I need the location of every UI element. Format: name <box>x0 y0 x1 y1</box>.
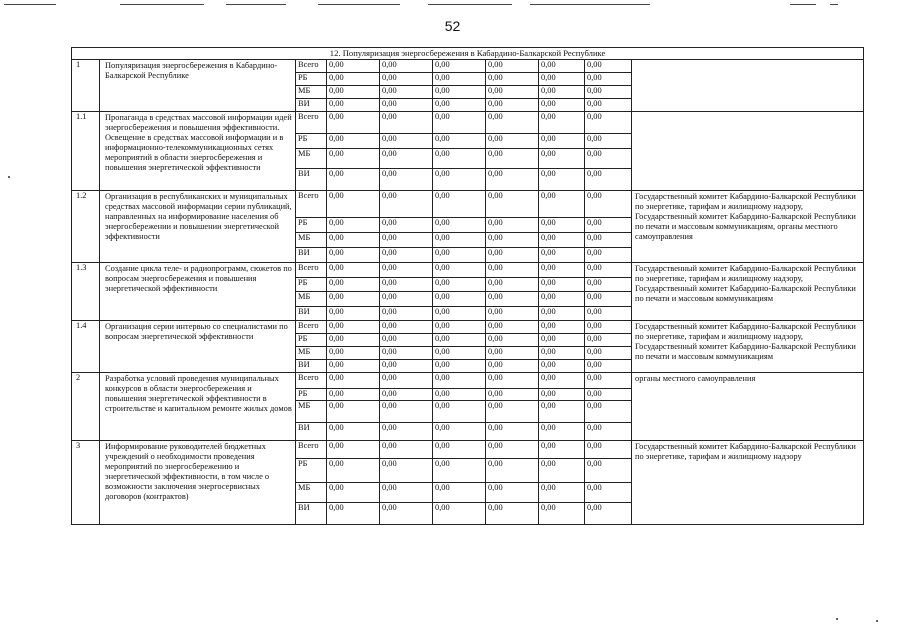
funding-value: 0,00 <box>539 248 585 263</box>
funding-value: 0,00 <box>433 459 486 483</box>
funding-source: МБ <box>296 149 327 169</box>
funding-value: 0,00 <box>585 99 632 112</box>
funding-source: Всего <box>296 191 327 218</box>
funding-value: 0,00 <box>585 60 632 73</box>
item-description: Организация серии интервью со специалистами по вопросам энергетической эффективности <box>100 321 296 373</box>
funding-source: РБ <box>296 218 327 233</box>
table-row <box>72 321 864 334</box>
funding-value: 0,00 <box>433 169 486 191</box>
section-title: 12. Популяризация энергосбережения в Кабардино-Балкарской Республике <box>72 48 864 60</box>
funding-value: 0,00 <box>539 360 585 373</box>
funding-source: РБ <box>296 389 327 401</box>
funding-value: 0,00 <box>486 307 539 321</box>
funding-value: 0,00 <box>539 73 585 86</box>
funding-value: 0,00 <box>539 112 585 134</box>
funding-value: 0,00 <box>380 248 433 263</box>
table-row <box>72 60 864 73</box>
funding-value: 0,00 <box>433 248 486 263</box>
funding-value: 0,00 <box>433 503 486 525</box>
scan-artifact-line <box>428 4 512 5</box>
funding-source: РБ <box>296 278 327 292</box>
funding-value: 0,00 <box>585 248 632 263</box>
funding-source: Всего <box>296 373 327 389</box>
funding-value: 0,00 <box>327 483 380 503</box>
funding-value: 0,00 <box>380 483 433 503</box>
funding-value: 0,00 <box>486 389 539 401</box>
funding-value: 0,00 <box>585 321 632 334</box>
funding-value: 0,00 <box>585 307 632 321</box>
funding-source: ВИ <box>296 99 327 112</box>
funding-value: 0,00 <box>486 483 539 503</box>
funding-value: 0,00 <box>585 86 632 99</box>
funding-value: 0,00 <box>585 73 632 86</box>
funding-value: 0,00 <box>486 459 539 483</box>
funding-value: 0,00 <box>380 86 433 99</box>
funding-value: 0,00 <box>380 401 433 423</box>
funding-value: 0,00 <box>327 60 380 73</box>
program-table <box>71 47 864 525</box>
funding-value: 0,00 <box>486 263 539 278</box>
funding-value: 0,00 <box>327 459 380 483</box>
scan-artifact-line <box>830 4 838 5</box>
funding-value: 0,00 <box>327 191 380 218</box>
funding-source: ВИ <box>296 248 327 263</box>
funding-value: 0,00 <box>585 233 632 248</box>
funding-value: 0,00 <box>433 334 486 347</box>
funding-value: 0,00 <box>539 169 585 191</box>
funding-value: 0,00 <box>585 112 632 134</box>
page-number: 52 <box>444 18 461 34</box>
funding-value: 0,00 <box>380 459 433 483</box>
funding-value: 0,00 <box>585 347 632 360</box>
funding-value: 0,00 <box>539 401 585 423</box>
funding-source: МБ <box>296 401 327 423</box>
funding-source: РБ <box>296 73 327 86</box>
funding-value: 0,00 <box>486 112 539 134</box>
responsible-executors <box>632 60 864 112</box>
funding-value: 0,00 <box>539 441 585 459</box>
funding-value: 0,00 <box>327 373 380 389</box>
funding-value: 0,00 <box>486 60 539 73</box>
funding-source: РБ <box>296 134 327 149</box>
funding-value: 0,00 <box>486 423 539 441</box>
funding-value: 0,00 <box>380 278 433 292</box>
funding-value: 0,00 <box>433 233 486 248</box>
funding-value: 0,00 <box>486 347 539 360</box>
funding-source: МБ <box>296 233 327 248</box>
item-description: Информирование руководителей бюджетных учреждений о необходимости проведения мероприятий по энергосбережению и энергетической эффективности, в том числе о возможности заключения энергосервисных договоров (контрактов) <box>100 441 296 525</box>
funding-value: 0,00 <box>539 278 585 292</box>
item-description: Популяризация энергосбережения в Кабардино-Балкарской Республике <box>100 60 296 112</box>
responsible-executors: Государственный комитет Кабардино-Балкарской Республики по энергетике, тарифам и жилищному надзору, Государственный комитет Кабардино-Балкарской Республики по печати и массовым коммуникациям, органы местного самоуправления <box>632 191 864 263</box>
funding-value: 0,00 <box>539 307 585 321</box>
scan-artifact-line <box>226 4 286 5</box>
funding-value: 0,00 <box>486 218 539 233</box>
funding-value: 0,00 <box>380 503 433 525</box>
scan-speck <box>876 620 878 622</box>
funding-value: 0,00 <box>327 248 380 263</box>
scan-artifact-line <box>120 4 204 5</box>
funding-value: 0,00 <box>585 459 632 483</box>
funding-value: 0,00 <box>539 459 585 483</box>
funding-value: 0,00 <box>433 321 486 334</box>
funding-value: 0,00 <box>486 292 539 307</box>
funding-value: 0,00 <box>380 307 433 321</box>
funding-value: 0,00 <box>380 134 433 149</box>
funding-value: 0,00 <box>433 86 486 99</box>
funding-value: 0,00 <box>539 134 585 149</box>
funding-value: 0,00 <box>433 134 486 149</box>
responsible-executors: Государственный комитет Кабардино-Балкарской Республики по энергетике, тарифам и жилищному надзору, Государственный комитет Кабардино-Балкарской Республики по печати и массовым коммуникациям <box>632 263 864 321</box>
funding-source: Всего <box>296 263 327 278</box>
funding-value: 0,00 <box>585 483 632 503</box>
funding-value: 0,00 <box>433 441 486 459</box>
funding-value: 0,00 <box>585 360 632 373</box>
funding-value: 0,00 <box>327 112 380 134</box>
scan-artifact-line <box>790 4 816 5</box>
funding-value: 0,00 <box>539 347 585 360</box>
funding-value: 0,00 <box>486 278 539 292</box>
funding-value: 0,00 <box>585 149 632 169</box>
funding-source: ВИ <box>296 360 327 373</box>
funding-value: 0,00 <box>380 292 433 307</box>
funding-value: 0,00 <box>327 263 380 278</box>
funding-value: 0,00 <box>585 334 632 347</box>
funding-value: 0,00 <box>327 99 380 112</box>
item-description: Организация в республиканских и муниципальных средствах массовой информации серии публикаций, направленных на информирование населения об энергосбережении и повышении энергетической эффективности <box>100 191 296 263</box>
funding-source: РБ <box>296 334 327 347</box>
funding-value: 0,00 <box>327 233 380 248</box>
funding-value: 0,00 <box>433 373 486 389</box>
funding-value: 0,00 <box>486 401 539 423</box>
funding-value: 0,00 <box>433 360 486 373</box>
funding-value: 0,00 <box>327 503 380 525</box>
item-number: 3 <box>72 441 100 525</box>
funding-value: 0,00 <box>433 278 486 292</box>
funding-value: 0,00 <box>327 149 380 169</box>
funding-value: 0,00 <box>585 134 632 149</box>
funding-value: 0,00 <box>327 360 380 373</box>
funding-value: 0,00 <box>585 441 632 459</box>
item-description: Пропаганда в средствах массовой информации идей энергосбережения и повышения эффективности. Освещение в средствах массовой информации и в информационно-телекоммуникационных сетях мероприятий в области энергосбережения и повышения энергетической эффективности <box>100 112 296 191</box>
funding-value: 0,00 <box>327 334 380 347</box>
funding-value: 0,00 <box>380 347 433 360</box>
funding-value: 0,00 <box>433 483 486 503</box>
funding-value: 0,00 <box>486 134 539 149</box>
funding-value: 0,00 <box>433 99 486 112</box>
funding-value: 0,00 <box>433 112 486 134</box>
funding-value: 0,00 <box>539 263 585 278</box>
funding-value: 0,00 <box>380 321 433 334</box>
funding-value: 0,00 <box>433 401 486 423</box>
funding-value: 0,00 <box>486 99 539 112</box>
funding-value: 0,00 <box>380 423 433 441</box>
funding-value: 0,00 <box>380 112 433 134</box>
funding-value: 0,00 <box>486 73 539 86</box>
funding-value: 0,00 <box>327 278 380 292</box>
funding-value: 0,00 <box>539 423 585 441</box>
item-number: 1.4 <box>72 321 100 373</box>
funding-value: 0,00 <box>433 263 486 278</box>
scan-speck <box>8 176 10 178</box>
funding-source: ВИ <box>296 423 327 441</box>
funding-source: ВИ <box>296 503 327 525</box>
funding-value: 0,00 <box>433 60 486 73</box>
funding-value: 0,00 <box>327 169 380 191</box>
funding-value: 0,00 <box>585 503 632 525</box>
funding-value: 0,00 <box>380 334 433 347</box>
funding-value: 0,00 <box>380 441 433 459</box>
item-number: 2 <box>72 373 100 441</box>
funding-value: 0,00 <box>585 263 632 278</box>
table-row <box>72 373 864 389</box>
funding-value: 0,00 <box>327 389 380 401</box>
funding-value: 0,00 <box>327 292 380 307</box>
funding-source: МБ <box>296 292 327 307</box>
funding-value: 0,00 <box>433 347 486 360</box>
funding-value: 0,00 <box>539 389 585 401</box>
funding-value: 0,00 <box>380 60 433 73</box>
funding-value: 0,00 <box>585 191 632 218</box>
funding-value: 0,00 <box>486 321 539 334</box>
funding-value: 0,00 <box>327 423 380 441</box>
funding-value: 0,00 <box>539 149 585 169</box>
funding-value: 0,00 <box>539 321 585 334</box>
funding-value: 0,00 <box>380 389 433 401</box>
funding-value: 0,00 <box>380 218 433 233</box>
funding-value: 0,00 <box>585 218 632 233</box>
table-row <box>72 263 864 278</box>
funding-source: Всего <box>296 441 327 459</box>
funding-value: 0,00 <box>380 73 433 86</box>
funding-value: 0,00 <box>539 99 585 112</box>
funding-value: 0,00 <box>327 73 380 86</box>
item-number: 1.3 <box>72 263 100 321</box>
funding-value: 0,00 <box>539 218 585 233</box>
funding-source: МБ <box>296 347 327 360</box>
funding-value: 0,00 <box>486 441 539 459</box>
responsible-executors: органы местного самоуправления <box>632 373 864 441</box>
scan-artifact-line <box>318 4 400 5</box>
item-number: 1.2 <box>72 191 100 263</box>
funding-source: МБ <box>296 483 327 503</box>
funding-value: 0,00 <box>486 149 539 169</box>
item-description: Разработка условий проведения муниципальных конкурсов в области энергосбережения и повышения энергетической эффективности в строительстве и капитальном ремонте жилых домов <box>100 373 296 441</box>
funding-value: 0,00 <box>539 233 585 248</box>
table-row <box>72 112 864 134</box>
funding-value: 0,00 <box>585 423 632 441</box>
funding-value: 0,00 <box>433 307 486 321</box>
funding-value: 0,00 <box>486 360 539 373</box>
funding-value: 0,00 <box>380 373 433 389</box>
funding-value: 0,00 <box>327 347 380 360</box>
funding-source: РБ <box>296 459 327 483</box>
funding-value: 0,00 <box>433 423 486 441</box>
funding-value: 0,00 <box>539 292 585 307</box>
funding-value: 0,00 <box>380 169 433 191</box>
funding-value: 0,00 <box>585 389 632 401</box>
responsible-executors <box>632 112 864 191</box>
funding-value: 0,00 <box>433 73 486 86</box>
responsible-executors: Государственный комитет Кабардино-Балкарской Республики по энергетике, тарифам и жилищному надзору <box>632 441 864 525</box>
funding-value: 0,00 <box>585 401 632 423</box>
funding-source: МБ <box>296 86 327 99</box>
funding-source: Всего <box>296 112 327 134</box>
responsible-executors: Государственный комитет Кабардино-Балкарской Республики по энергетике, тарифам и жилищному надзору, Государственный комитет Кабардино-Балкарской Республики по печати и массовым коммуникациям <box>632 321 864 373</box>
funding-value: 0,00 <box>486 191 539 218</box>
funding-value: 0,00 <box>433 191 486 218</box>
funding-value: 0,00 <box>380 360 433 373</box>
scan-speck <box>836 618 838 620</box>
funding-value: 0,00 <box>433 149 486 169</box>
funding-value: 0,00 <box>380 149 433 169</box>
funding-value: 0,00 <box>327 86 380 99</box>
funding-value: 0,00 <box>327 307 380 321</box>
funding-value: 0,00 <box>539 60 585 73</box>
table-row <box>72 441 864 459</box>
funding-value: 0,00 <box>380 99 433 112</box>
funding-value: 0,00 <box>539 334 585 347</box>
funding-value: 0,00 <box>327 441 380 459</box>
funding-value: 0,00 <box>327 218 380 233</box>
section-header-row <box>72 48 864 60</box>
funding-source: Всего <box>296 321 327 334</box>
funding-value: 0,00 <box>380 233 433 248</box>
item-number: 1.1 <box>72 112 100 191</box>
funding-value: 0,00 <box>486 86 539 99</box>
table-row <box>72 191 864 218</box>
funding-value: 0,00 <box>539 503 585 525</box>
item-description: Создание цикла теле- и радиопрограмм, сюжетов по вопросам энергосбережения и повышения энергетической эффективности <box>100 263 296 321</box>
funding-value: 0,00 <box>486 334 539 347</box>
funding-value: 0,00 <box>486 503 539 525</box>
funding-value: 0,00 <box>486 169 539 191</box>
funding-source: ВИ <box>296 307 327 321</box>
funding-value: 0,00 <box>486 373 539 389</box>
funding-value: 0,00 <box>539 373 585 389</box>
funding-value: 0,00 <box>585 373 632 389</box>
funding-value: 0,00 <box>327 401 380 423</box>
funding-value: 0,00 <box>486 248 539 263</box>
funding-source: Всего <box>296 60 327 73</box>
funding-value: 0,00 <box>486 233 539 248</box>
funding-value: 0,00 <box>380 191 433 218</box>
item-number: 1 <box>72 60 100 112</box>
funding-value: 0,00 <box>380 263 433 278</box>
funding-value: 0,00 <box>327 321 380 334</box>
funding-value: 0,00 <box>539 191 585 218</box>
funding-value: 0,00 <box>433 218 486 233</box>
funding-value: 0,00 <box>327 134 380 149</box>
funding-source: ВИ <box>296 169 327 191</box>
funding-value: 0,00 <box>539 483 585 503</box>
funding-value: 0,00 <box>585 292 632 307</box>
funding-value: 0,00 <box>433 292 486 307</box>
funding-value: 0,00 <box>585 169 632 191</box>
funding-value: 0,00 <box>539 86 585 99</box>
scan-artifact-line <box>530 4 650 5</box>
funding-value: 0,00 <box>433 389 486 401</box>
funding-value: 0,00 <box>585 278 632 292</box>
scan-artifact-line <box>4 4 56 5</box>
